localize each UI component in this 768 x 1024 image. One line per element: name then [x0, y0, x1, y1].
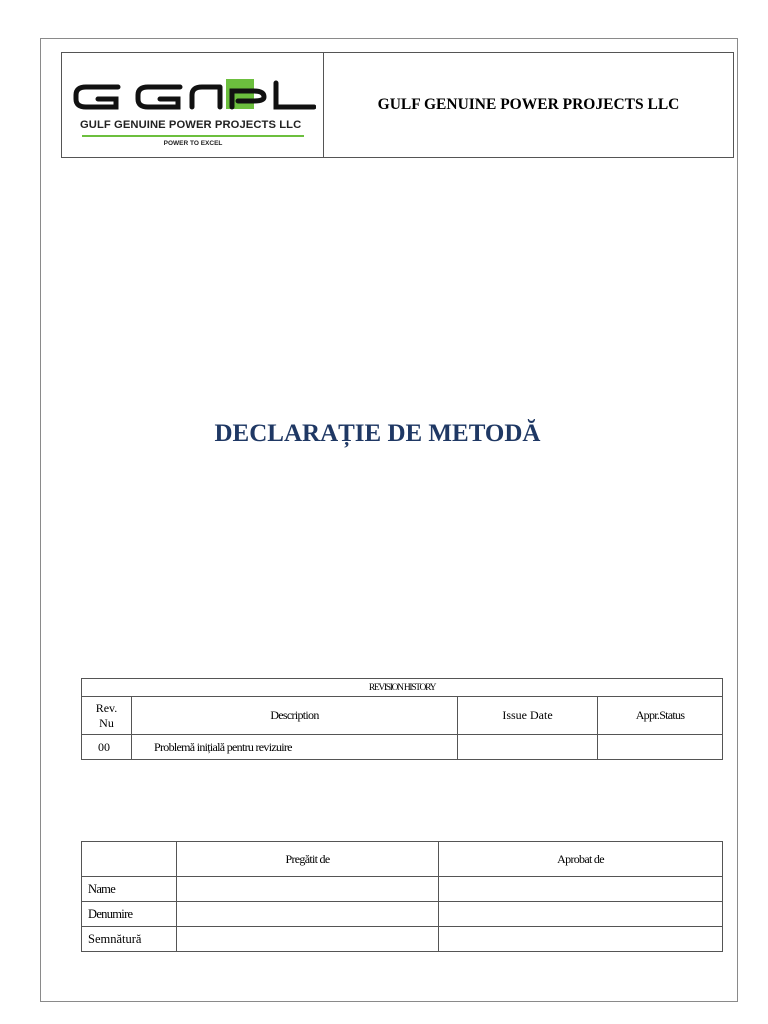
rev-header	[82, 697, 132, 735]
designation-prepared-cell	[177, 902, 439, 927]
logo-underline	[82, 135, 304, 137]
rev-number: 00	[82, 735, 132, 760]
header-box	[61, 52, 734, 158]
signature-label: Semnătură	[82, 927, 177, 952]
revision-history-table	[81, 678, 723, 760]
company-name: GULF GENUINE POWER PROJECTS LLC	[377, 96, 680, 113]
name-approved-cell	[439, 877, 723, 902]
document-title: DECLARAȚIE DE METODĂ	[214, 420, 541, 447]
name-label: Name	[82, 877, 177, 902]
signature-table	[81, 841, 723, 952]
logo-company-name: GULF GENUINE POWER PROJECTS LLC	[80, 119, 302, 131]
appr-status-header: Appr.Status	[598, 697, 723, 735]
table-row	[82, 735, 723, 760]
revision-issue-date	[458, 735, 598, 760]
ggpl-logo-mark	[70, 79, 316, 115]
rev-header-line2: Nu	[99, 715, 114, 730]
designation-label: Denumire	[82, 902, 177, 927]
revision-appr-status	[598, 735, 723, 760]
issue-date-header: Issue Date	[458, 697, 598, 735]
revision-description: Problemă inițială pentru revizuire	[132, 735, 458, 760]
signature-prepared-cell	[177, 927, 439, 952]
blank-header	[82, 842, 177, 877]
signature-approved-cell	[439, 927, 723, 952]
rev-header-line1: Rev.	[95, 700, 118, 715]
logo	[62, 53, 324, 157]
table-row	[82, 927, 723, 952]
name-prepared-cell	[177, 877, 439, 902]
revision-table-caption: REVISION HISTORY	[82, 679, 723, 697]
prepared-by-header: Pregătit de	[177, 842, 439, 877]
designation-approved-cell	[439, 902, 723, 927]
table-row	[82, 902, 723, 927]
approved-by-header: Aprobat de	[439, 842, 723, 877]
logo-tagline: POWER TO EXCEL	[163, 140, 223, 147]
description-header: Description	[132, 697, 458, 735]
table-row	[82, 877, 723, 902]
